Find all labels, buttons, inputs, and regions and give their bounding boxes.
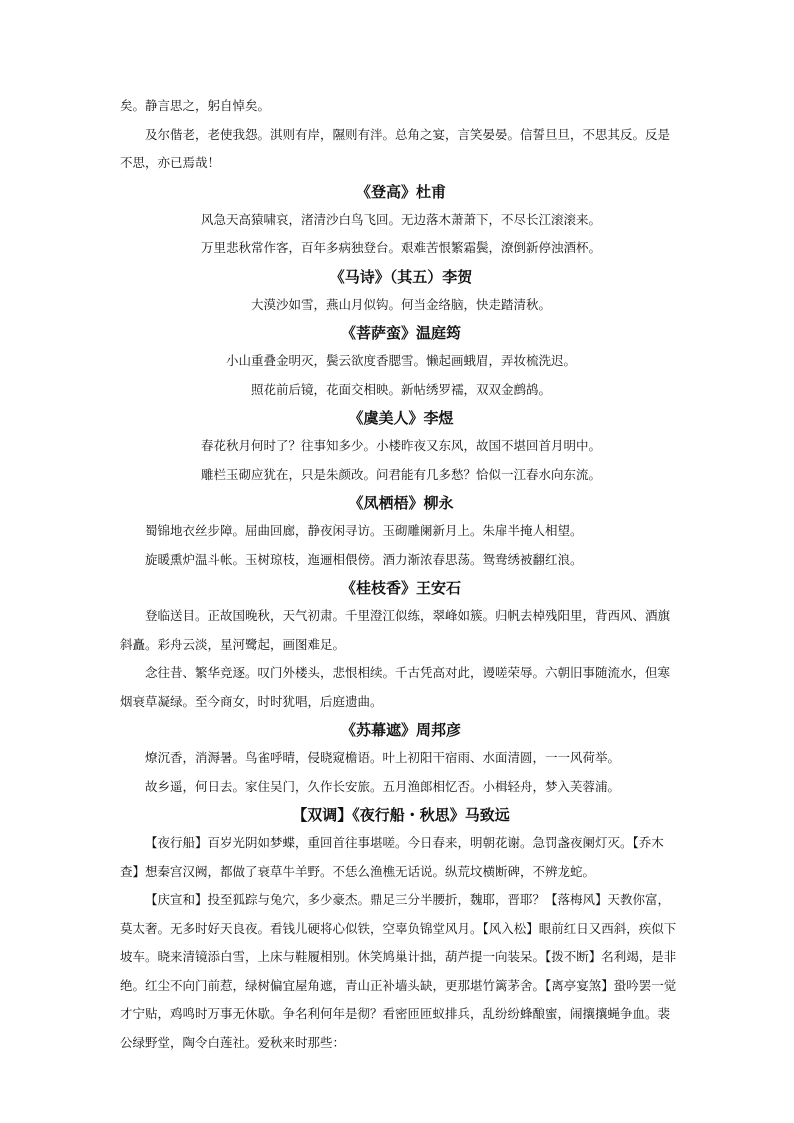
poem-title: 【双调】《夜行船・秋思》马致远 — [292, 806, 510, 824]
poem-line: 春花秋月何时了？往事知多少。小楼昨夜又东风，故国不堪回首月明中。 — [200, 438, 601, 453]
text-paragraph: 及尔偕老，老使我怨。淇则有岸，隰则有泮。总角之宴，言笑晏晏。信誓旦旦，不思其反。反是不思，亦已焉哉！ — [120, 126, 671, 170]
poem-line: 旋暖熏炉温斗帐。玉树琼枝，迤逦相偎傍。酒力渐浓春思荡。鸳鸯绣被翻红浪。 — [145, 551, 583, 567]
poem-line: 照花前后镜，花面交相映。新帖绣罗襦，双双金鹧鸪。 — [250, 381, 551, 397]
document-body — [120, 92, 682, 1057]
text-paragraph: 登临送目。正故国晚秋，天气初肃。千里澄江似练，翠峰如簇。归帆去棹残阳里，背西风、酒旗斜矗。彩舟云淡，星河鹭起，画图难足。 — [120, 608, 671, 652]
poem-line: 大漠沙如雪，燕山月似钩。何当金络脑，快走踏清秋。 — [250, 296, 551, 312]
poem-line: 故乡遥，何日去。家住吴门，久作长安旅。五月渔郎相忆否。小楫轻舟，梦入芙蓉浦。 — [145, 778, 621, 794]
poem-title: 《菩萨蛮》温庭筠 — [340, 324, 461, 342]
text-paragraph: 矣。静言思之，躬自悼矣。 — [120, 98, 271, 113]
poem-title: 《虞美人》李煜 — [348, 409, 454, 427]
poem-line: 小山重叠金明灭，鬓云欲度香腮雪。懒起画蛾眉，弄妆梳洗迟。 — [225, 353, 576, 368]
poem-title: 《凤栖梧》柳永 — [348, 494, 454, 512]
poem-line: 燎沉香，消溽暑。鸟雀呼晴，侵晓窥檐语。叶上初阳干宿雨、水面清圆，一一风荷举。 — [145, 750, 621, 765]
text-paragraph: 【夜行船】百岁光阴如梦蝶，重回首往事堪嗟。今日春来，明朝花谢。急罚盏夜阑灯灭。【乔木查】想秦宫汉阙，都做了衰草牛羊野。不恁么渔樵无话说。纵荒坟横断碑，不辨龙蛇。 — [120, 835, 664, 879]
text-paragraph: 【庆宣和】投至狐踪与兔穴，多少豪杰。鼎足三分半腰折，魏耶，晋耶？【落梅风】天教你富，莫太奢。无多时好天良夜。看钱儿硬将心似铁，空辜负锦堂风月。【风入松】眼前红日又西斜，疾似下坡车。晓来清镜添白雪，上床与鞋履相别。休笑鸠巢计拙，葫芦提一向装呆。【拨不断】名利竭，是非绝。红尘不向门前惹，绿树偏宜屋角遮，青山正补墙头缺，更那堪竹篱茅舍。【离亭宴煞】蛩吟罢一觉才宁贴，鸡鸣时万事无休歇。争名利何年是彻？看密匝匝蚁排兵，乱纷纷蜂酿蜜，闹攘攘蝇争血。裴公绿野堂，陶令白莲社。爱秋来时那些： — [120, 892, 677, 1050]
poem-line: 蜀锦地衣丝步障。屈曲回廊，静夜闲寻访。玉砌雕阑新月上。朱扉半掩人相望。 — [145, 523, 583, 538]
poem-line: 风急天高猿啸哀，渚清沙白鸟飞回。无边落木萧萧下，不尽长江滚滚来。 — [200, 211, 601, 227]
poem-title: 《桂枝香》王安石 — [340, 579, 461, 597]
poem-title: 《苏幕遮》周邦彦 — [340, 721, 461, 739]
poem-line: 万里悲秋常作客，百年多病独登台。艰难苦恨繁霜鬓，潦倒新停浊酒杯。 — [200, 240, 601, 255]
poem-title: 《登高》杜甫 — [355, 182, 446, 201]
text-paragraph: 念往昔、繁华竞逐。叹门外楼头，悲恨相续。千古凭高对此，谩嗟荣辱。六朝旧事随流水，但寒烟衰草凝绿。至今商女，时时犹唱，后庭遗曲。 — [120, 665, 671, 709]
poem-title: 《马诗》（其五）李贺 — [329, 267, 473, 286]
poem-line: 雕栏玉砌应犹在，只是朱颜改。问君能有几多愁？恰似一江春水向东流。 — [200, 466, 601, 482]
